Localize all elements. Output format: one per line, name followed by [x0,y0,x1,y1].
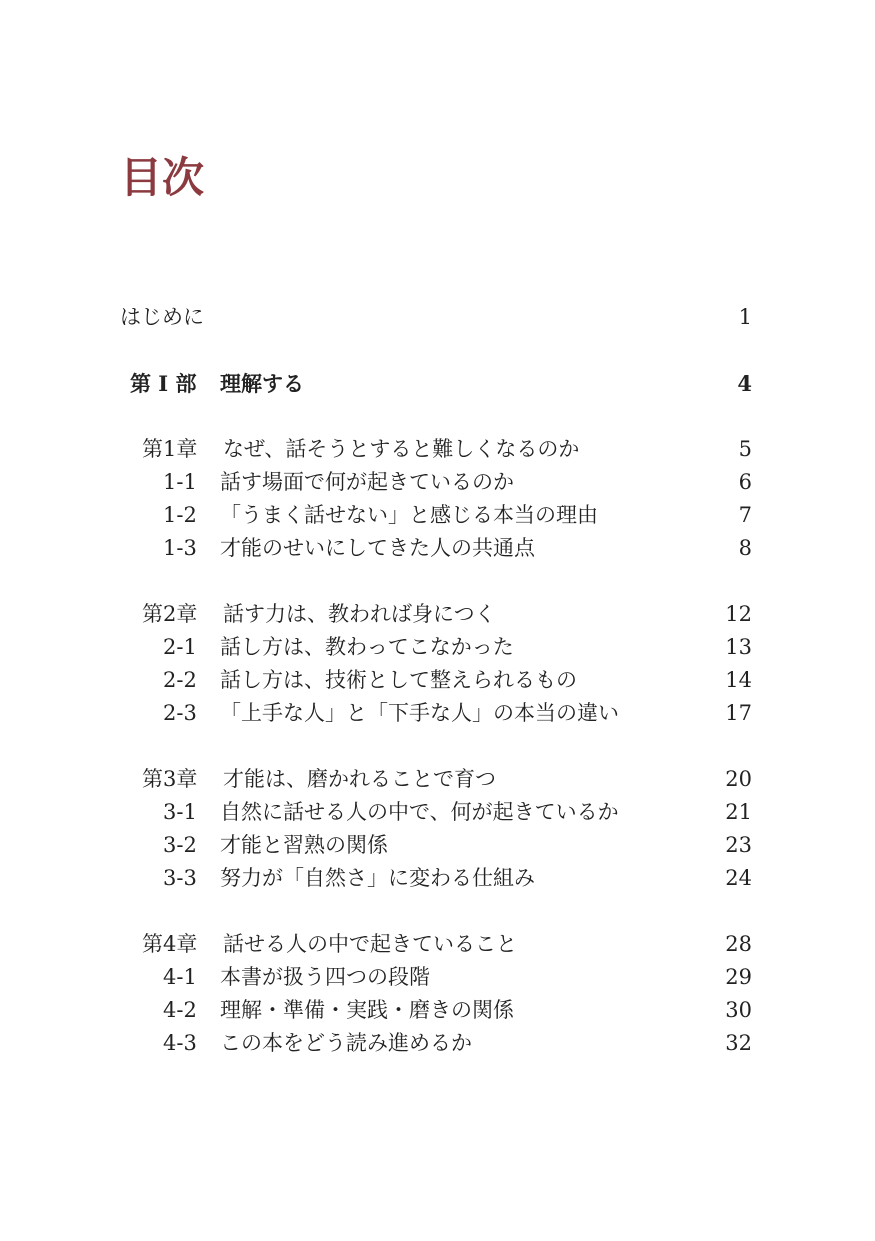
section-title: 才能と習熟の関係 [220,833,388,857]
entry-page-number: 4 [737,371,752,396]
entry-page-number: 20 [725,767,752,791]
chapter-title: 話せる人の中で起きていること [223,932,517,956]
entry-page-number: 5 [738,437,752,461]
toc-entry-section-4-1[interactable] [120,961,752,994]
entry-page-number: 12 [725,602,752,626]
toc-entry-section-3-3[interactable] [120,862,752,895]
section-title: 話し方は、技術として整えられるもの [220,668,577,692]
chapter-number: 第3章 [142,767,198,791]
section-number: 3-1 [163,800,197,824]
table-of-contents [120,301,752,1060]
toc-entry-chapter-1[interactable] [120,433,752,466]
spacer [120,895,752,928]
section-number: 4-3 [163,1031,197,1055]
section-number: 1-2 [163,503,197,527]
toc-entry-chapter-4[interactable] [120,928,752,961]
entry-page-number: 13 [725,635,752,659]
section-title: 理解・準備・実践・磨きの関係 [220,998,514,1022]
entry-page-number: 14 [725,668,752,692]
toc-entry-section-1-1[interactable] [120,466,752,499]
section-title: この本をどう読み進めるか [220,1031,472,1055]
entry-page-number: 17 [725,701,752,725]
section-title: 話し方は、教わってこなかった [220,635,514,659]
section-title: 自然に話せる人の中で、何が起きているか [220,800,619,824]
entry-title: はじめに [120,305,204,329]
chapter-number: 第1章 [142,437,198,461]
toc-entry-section-2-1[interactable] [120,631,752,664]
entry-page-number: 1 [738,305,752,329]
entry-page-number: 28 [725,932,752,956]
chapter-number: 第4章 [142,932,198,956]
entry-page-number: 8 [738,536,752,560]
section-number: 2-3 [163,701,197,725]
section-title: 話す場面で何が起きているのか [220,470,514,494]
toc-entry-intro[interactable] [120,301,752,334]
toc-entry-chapter-2[interactable] [120,598,752,631]
section-number: 3-3 [163,866,197,890]
spacer [120,730,752,763]
entry-page-number: 32 [725,1031,752,1055]
entry-page-number: 24 [725,866,752,890]
section-number: 1-1 [163,470,197,494]
section-title: 努力が「自然さ」に変わる仕組み [220,866,535,890]
toc-entry-section-2-3[interactable] [120,697,752,730]
toc-entry-section-3-2[interactable] [120,829,752,862]
chapter-title: なぜ、話そうとすると難しくなるのか [223,437,580,461]
spacer [120,400,752,433]
part-number: 第 I 部 [130,371,197,396]
toc-entry-section-3-1[interactable] [120,796,752,829]
entry-page-number: 7 [738,503,752,527]
spacer [120,565,752,598]
page-title: 目次 [120,153,205,202]
entry-page-number: 30 [725,998,752,1022]
section-title: 本書が扱う四つの段階 [220,965,430,989]
chapter-number: 第2章 [142,602,198,626]
section-title: 「上手な人」と「下手な人」の本当の違い [220,701,619,725]
entry-page-number: 29 [725,965,752,989]
chapter-title: 才能は、磨かれることで育つ [223,767,496,791]
entry-page-number: 21 [725,800,752,824]
chapter-title: 話す力は、教われば身につく [223,602,496,626]
entry-page-number: 23 [725,833,752,857]
section-number: 1-3 [163,536,197,560]
section-title: 才能のせいにしてきた人の共通点 [220,536,535,560]
toc-entry-part-1[interactable] [120,367,752,400]
section-title: 「うまく話せない」と感じる本当の理由 [220,503,598,527]
toc-entry-chapter-3[interactable] [120,763,752,796]
section-number: 4-2 [163,998,197,1022]
section-number: 4-1 [163,965,197,989]
entry-page-number: 6 [738,470,752,494]
part-title: 理解する [220,371,304,396]
section-number: 3-2 [163,833,197,857]
toc-entry-section-2-2[interactable] [120,664,752,697]
spacer [120,334,752,367]
toc-entry-section-4-2[interactable] [120,994,752,1027]
toc-entry-section-4-3[interactable] [120,1027,752,1060]
toc-entry-section-1-2[interactable] [120,499,752,532]
section-number: 2-1 [163,635,197,659]
section-number: 2-2 [163,668,197,692]
toc-entry-section-1-3[interactable] [120,532,752,565]
